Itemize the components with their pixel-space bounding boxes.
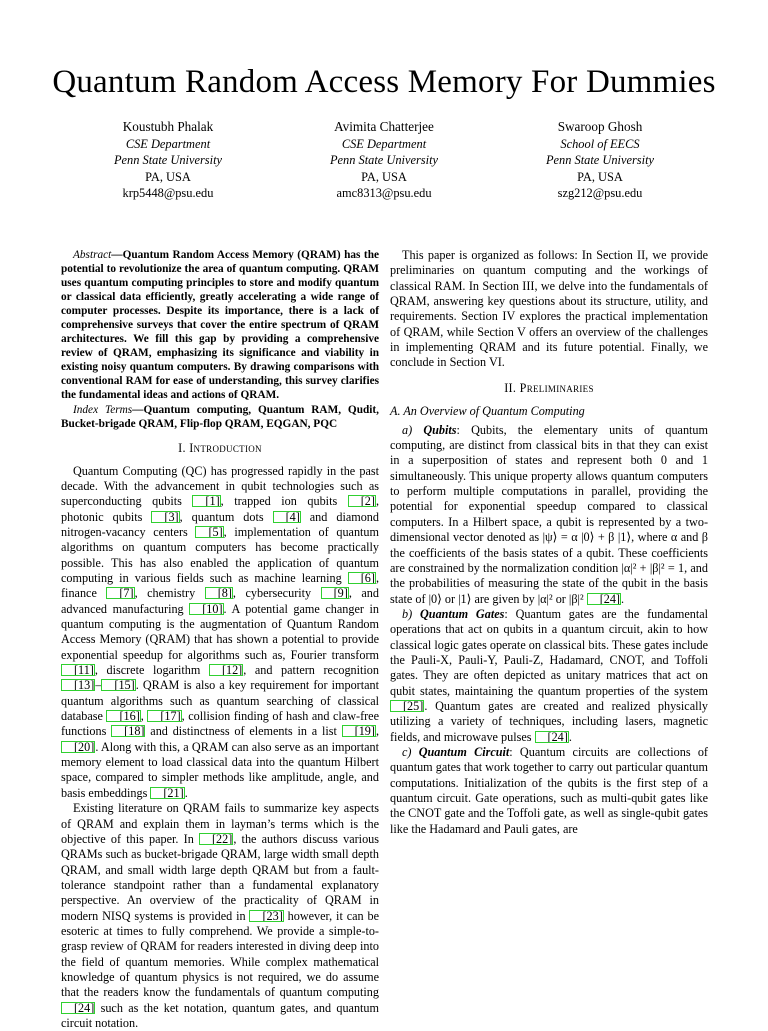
author-email: szg212@psu.edu [557,185,643,200]
intro-paragraph-1 [61,464,379,802]
paragraph-body [390,423,708,606]
text-run: . QRAM is also a key requirement for important quantum algorithms such as quantum searching of classical database [61,678,379,724]
author-dept: CSE Department [341,137,427,151]
abstract [61,248,379,403]
intro-paragraph-3: This paper is organized as follows: In Section II, we provide preliminaries on quantum computing and the workings of classical RAM. In Section III, we delve into the fundamentals of QRAM, answering key questions about its structure, utility, and requirements. Section IV explores the practical implementation of QRAM, while Section V offers an overview of the challenges in implementing QRAM and its future potential. Finally, we conclude in Section VI. [390,248,708,370]
paragraph-title: Quantum Gates [420,606,505,621]
citation-link[interactable]: [13] [61,679,95,691]
paragraph-label: b) [402,606,420,621]
paragraph-quantum-circuit [390,745,708,837]
citation-link[interactable]: [11] [61,664,95,676]
section-heading-preliminaries: II. Preliminaries [504,380,594,395]
abstract-text: —Quantum Random Access Memory (QRAM) has the potential to revolutionize the area of quantum computing. QRAM uses quantum computing principles to store and modify quantum or classical data efficiently, greatly accelerating a wide range of computer processes. Despite its importance, there is a lack of comprehensive surveys that cover the entire spectrum of QRAM architectures. We fill this gap by providing a comprehensive review of QRAM, emphasizing its significance and viability in existing noisy quantum computers. By drawing comparisons with conventional RAM for ease of understanding, this survey clarifies the fundamental ideas and actions of QRAM. [61,249,379,402]
text-run: . [568,729,572,744]
text-run: , the authors discuss various QRAMs such as bucket-brigade QRAM, large width small depth QRAM, and small width large depth QRAM but from a fault-tolerance standpoint rather than a fundamental explanatory perspective. An overview of the practicality of QRAM in modern NISQ systems is provided in [61,831,379,923]
section-heading-introduction: I. Introduction [178,440,262,455]
citation-link[interactable]: [3] [151,511,179,523]
citation-link[interactable]: [4] [273,511,301,523]
citation-link[interactable]: [2] [348,495,376,507]
text-run: , photonic qubits [61,494,379,524]
author-email: krp5448@psu.edu [122,185,214,200]
citation-link[interactable]: [9] [321,587,349,599]
left-column [61,248,379,1031]
citation-link[interactable]: [23] [249,910,283,922]
text-run: , cybersecurity [232,586,321,601]
paragraph-body: : Quantum circuits are collections of quantum gates that work together to carry out particular quantum computations. Initialization of the qubits is the first step of a quantum circuit. Gate operations, such as multi-qubit gates like the CNOT gate and the Toffoli gate, as well as single-qubit gates like the Hadamard and Pauli gates, are [390,744,708,836]
text-run: Quantum Computing (QC) has progressed rapidly in the past decade. With the advancement in qubit technologies such as superconducting qubits [61,463,379,509]
author-university: Penn State University [113,153,223,168]
text-run: , and pattern recognition [243,663,379,678]
paragraph-title: Qubits [423,422,457,437]
paragraph-qubits [390,423,708,607]
right-column [390,248,708,837]
citation-link[interactable]: [21] [150,787,184,799]
author-dept: School of EECS [560,137,640,151]
citation-link[interactable]: [5] [195,526,223,538]
paragraph-quantum-gates [390,607,708,745]
citation-link[interactable]: [1] [192,495,220,507]
text-run: , finance [61,571,379,601]
author-block [60,118,708,201]
text-run: , quantum dots [179,509,273,524]
citation-link[interactable]: [24] [587,593,621,605]
text-run: . Quantum gates are created and realized physically utilizing a variety of techniques, including lasers, magnetic fields, and microwave pulses [390,698,708,744]
author-1 [60,118,276,201]
text-run: , collision finding of hash and claw-free functions [61,709,379,739]
text-run: , discrete logarithm [94,663,209,678]
abstract-label: Abstract [73,249,112,261]
author-2 [276,118,492,201]
paragraph-title: Quantum Circuit [418,744,510,759]
paper-title: Quantum Random Access Memory For Dummies [52,64,716,100]
text-run: . Along with this, a QRAM can also serve as an important memory element to load classical data into the quantum Hilbert space, compared to simpler methods like amplitude, angle, and basis embeddings [61,739,379,800]
citation-link[interactable]: [24] [61,1002,95,1014]
citation-link[interactable]: [19] [342,725,376,737]
index-terms-label: Index Terms [73,403,133,416]
author-email: amc8313@psu.edu [336,185,432,200]
citation-link[interactable]: [8] [205,587,233,599]
paragraph-label: c) [402,744,419,759]
author-name: Avimita Chatterjee [334,119,434,134]
text-run: : Quantum gates are the fundamental operations that act on qubits in a quantum circuit, akin to how classical logic gates operate on classical bits. These gates include the Pauli-X, Pauli-Y, Pauli-Z, Hadamard, CNOT, and Toffoli gates. They are often depicted as unitary matrices that act on qubit states, maintaining the quantum properties of the system [390,606,709,698]
author-location: PA, USA [361,169,407,184]
text-run: and distinctness of elements in a list [145,724,342,739]
text-run: – [95,678,102,693]
text-run: , trapped ion qubits [220,494,348,509]
author-university: Penn State University [545,153,655,168]
text-run: , implementation of quantum algorithms on quantum computers has become practically possible. This has also enabled the application of quantum computing in various fields such as machine learning [61,524,379,586]
author-dept: CSE Department [125,137,211,151]
citation-link[interactable]: [25] [390,700,424,712]
text-run: , and advanced manufacturing [61,586,379,616]
citation-link[interactable]: [7] [106,587,134,599]
citation-link[interactable]: [12] [209,664,243,676]
citation-link[interactable]: [17] [147,710,181,722]
citation-link[interactable]: [16] [106,710,140,722]
subsection-heading: A. An Overview of Quantum Computing [390,403,585,418]
author-university: Penn State University [329,153,439,168]
index-terms-text: —Quantum computing, Quantum RAM, Qudit, Bucket-brigade QRAM, Flip-flop QRAM, EQGAN, PQC [61,403,380,430]
author-location: PA, USA [577,169,623,184]
author-3 [492,118,708,201]
intro-paragraph-2 [61,801,379,1031]
citation-link[interactable]: [10] [189,603,223,615]
paragraph-body [390,607,708,744]
author-location: PA, USA [145,169,191,184]
text-run: , [140,709,148,724]
author-name: Swaroop Ghosh [557,119,643,134]
citation-link[interactable]: [15] [101,679,135,691]
author-name: Koustubh Phalak [122,119,214,134]
text-run: . [184,785,188,800]
text-run: such as the ket notation, quantum gates, and quantum circuit notation. [61,1000,379,1030]
text-run: , [375,724,380,739]
text-run: however, it can be esoteric at times to fully comprehend. We provide a simple-to-grasp review of QRAM for readers interested in diving deep into the field of quantum memories. While complex mathematical knowledge of quantum physics is not required, we do assume that the readers know the fundamentals of quantum computing [61,908,379,1000]
citation-link[interactable]: [22] [199,833,233,845]
citation-link[interactable]: [24] [535,731,569,743]
text-run: . [621,591,625,606]
text-run: : Qubits, the elementary units of quantum computing, are distinct from classical bits in that they can exist in a superposition of states and represent both 0 and 1 simultaneously. This unique property allows quantum computers to perform multiple computations in parallel, providing the potential for exponential speedup compared to classical computers. In a Hilbert space, a qubit is represented by a two-dimensional vector denoted as |ψ⟩ = α |0⟩ + β |1⟩, where α and β the coefficients of the basis states of a qubit. These coefficients are constrained by the normalization condition |α|² + |β|² = 1, and the probabilities of measuring the state of the qubit in the basis state of |0⟩ or |1⟩ are given by |α|² or |β|² [390,422,709,606]
text-run: and diamond nitrogen-vacancy centers [61,509,379,539]
citation-link[interactable]: [18] [111,725,145,737]
index-terms [61,403,379,431]
text-run: Existing literature on QRAM fails to summarize key aspects of QRAM and explain them in layman’s terms which is the objective of this paper. In [61,801,379,846]
citation-link[interactable]: [6] [348,572,376,584]
paragraph-label: a) [402,422,424,437]
citation-link[interactable]: [20] [61,741,95,753]
text-run: . A potential game changer in quantum computing is the augmentation of Quantum Random Access Memory (QRAM) that has shown a potential to provide exponential speedup for algorithms such as, Fourier transform [61,601,379,662]
text-run: , chemistry [134,586,205,601]
